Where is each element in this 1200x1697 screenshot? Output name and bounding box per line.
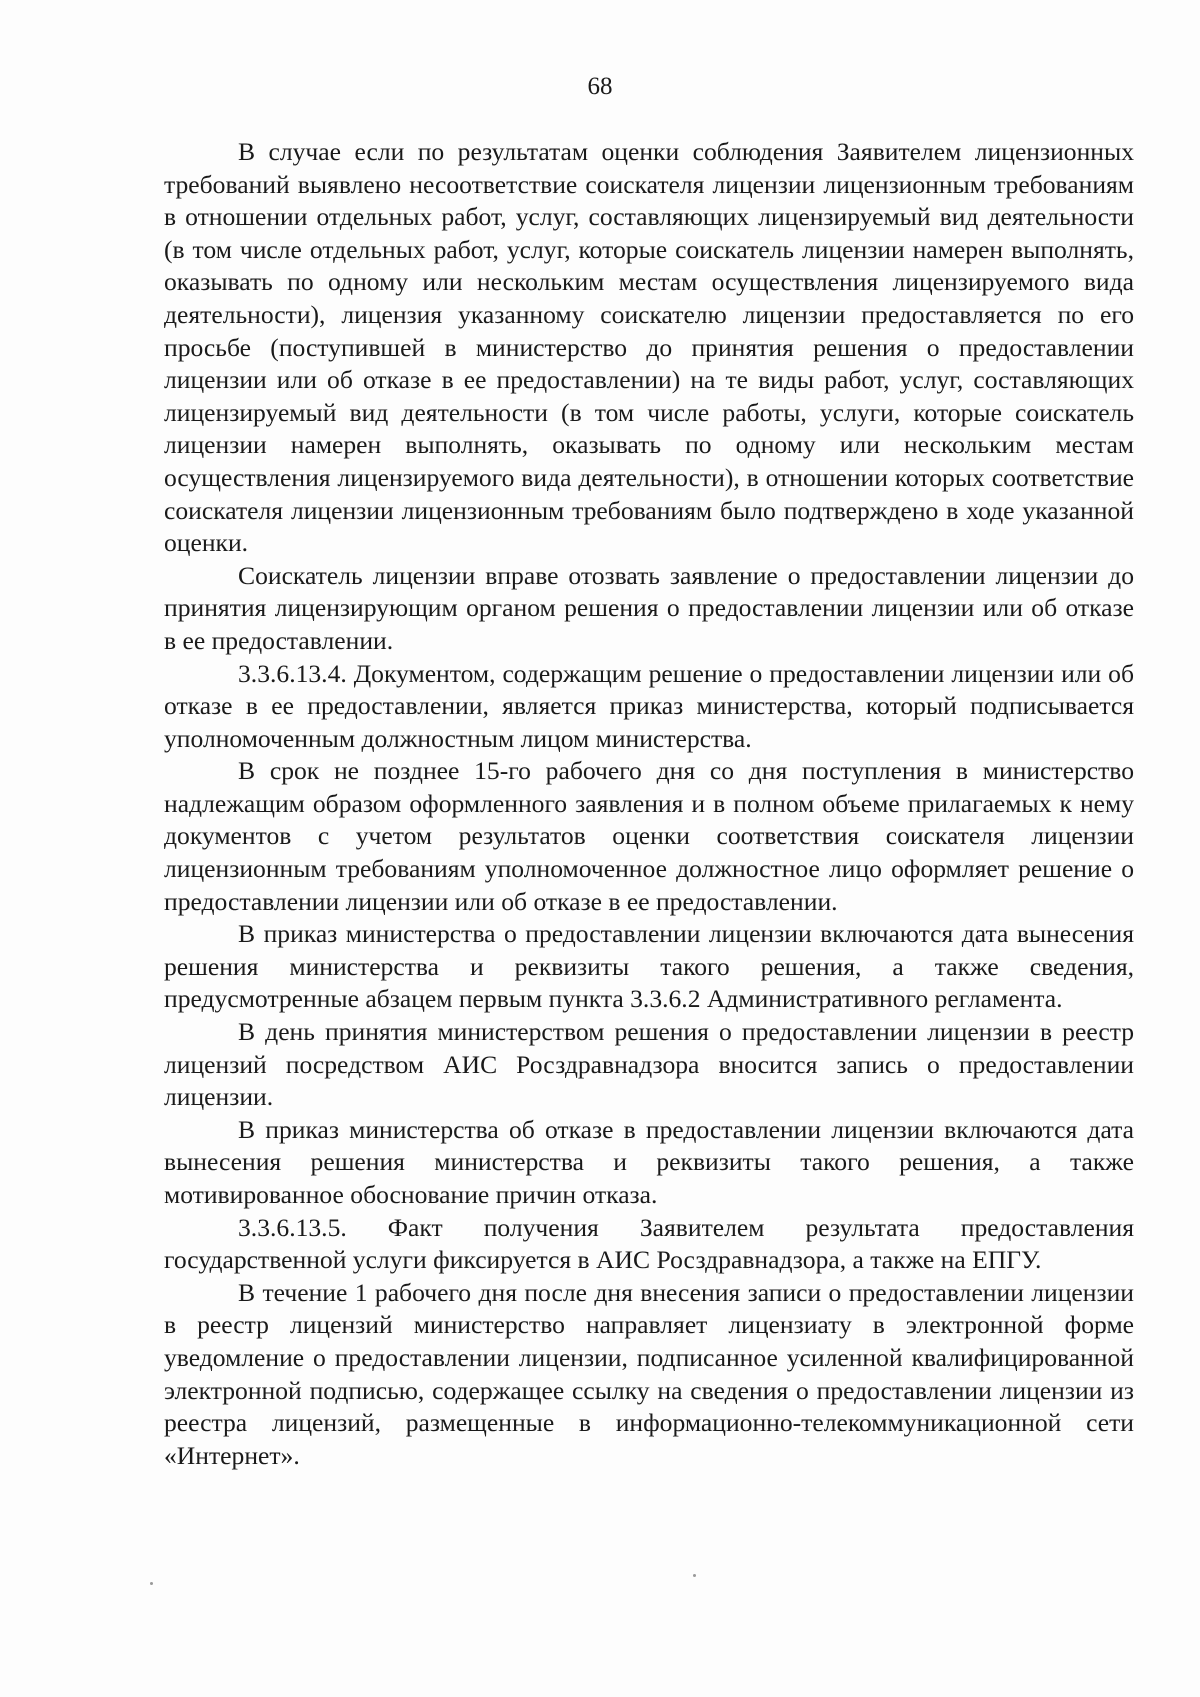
paragraph-refusal-order-contents: В приказ министерства об отказе в предоставлении лицензии включаются дата вынесения решения министерства и реквизиты такого решения, а также мотивированное обоснование причин отказа. (164, 1114, 1134, 1209)
page-number: 68 (587, 73, 613, 100)
paragraph-withdraw-application: Соискатель лицензии вправе отозвать заявление о предоставлении лицензии до принятия лицензирующим органом решения о предоставлении лицензии или об отказе в ее предоставлении. (164, 560, 1134, 655)
scan-speck (150, 1582, 153, 1585)
paragraph-deadline: В срок не позднее 15-го рабочего дня со дня поступления в министерство надлежащим образом оформленного заявления и в полном объеме прилагаемых к нему документов с учетом результатов оценки соответствия соискателя лицензии лицензионным требованиям уполномоченное должностное лицо оформляет решение о предоставлении лицензии или об отказе в ее предоставлении. (164, 756, 1134, 916)
paragraph-registry-entry: В день принятия министерством решения о предоставлении лицензии в реестр лицензий посредством АИС Росздравнадзора вносится запись о предоставлении лицензии. (164, 1017, 1134, 1112)
paragraph-partial-license: В случае если по результатам оценки соблюдения Заявителем лицензионных требований выявлено несоответствие соискателя лицензии лицензионным требованиям в отношении отдельных работ, услуг, составляющих лицензируемый вид деятельности (в том числе отдельных работ, услуг, которые соискатель лицензии намерен выполнять, оказывать по одному или нескольким местам осуществления лицензируемого вида деятельности), лицензия указанному соискателю лицензии предоставляется по его просьбе (поступившей в министерство до принятия решения о предоставлении лицензии или об отказе в ее предоставлении) на те виды работ, услуг, составляющих лицензируемый вид деятельности (в том числе работы, услуги, которые соискатель лицензии намерен выполнять, оказывать по одному или нескольким местам осуществления лицензируемого вида деятельности), в отношении которых соответствие соискателя лицензии лицензионным требованиям было подтверждено в ходе указанной оценки. (164, 137, 1134, 558)
paragraph-3-3-6-13-4: 3.3.6.13.4. Документом, содержащим решение о предоставлении лицензии или об отказе в ее предоставлении, является приказ министерства, который подписывается уполномоченным должностным лицом министерства. (164, 658, 1134, 753)
scan-speck (693, 1574, 696, 1577)
paragraph-grant-order-contents: В приказ министерства о предоставлении лицензии включаются дата вынесения решения министерства и реквизиты такого решения, а также сведения, предусмотренные абзацем первым пункта 3.3.6.2 Административного регламента. (164, 919, 1134, 1014)
paragraph-3-3-6-13-5: 3.3.6.13.5. Факт получения Заявителем результата предоставления государственной услуги фиксируется в АИС Росздравнадзора, а также на ЕПГУ. (164, 1212, 1134, 1275)
body-text (164, 136, 1134, 1472)
paragraph-notification: В течение 1 рабочего дня после дня внесения записи о предоставлении лицензии в реестр лицензий министерство направляет лицензиату в электронной форме уведомление о предоставлении лицензии, подписанное усиленной квалифицированной электронной подписью, содержащее ссылку на сведения о предоставлении лицензии из реестра лицензий, размещенные в информационно-телекоммуникационной сети «Интернет». (164, 1277, 1134, 1470)
